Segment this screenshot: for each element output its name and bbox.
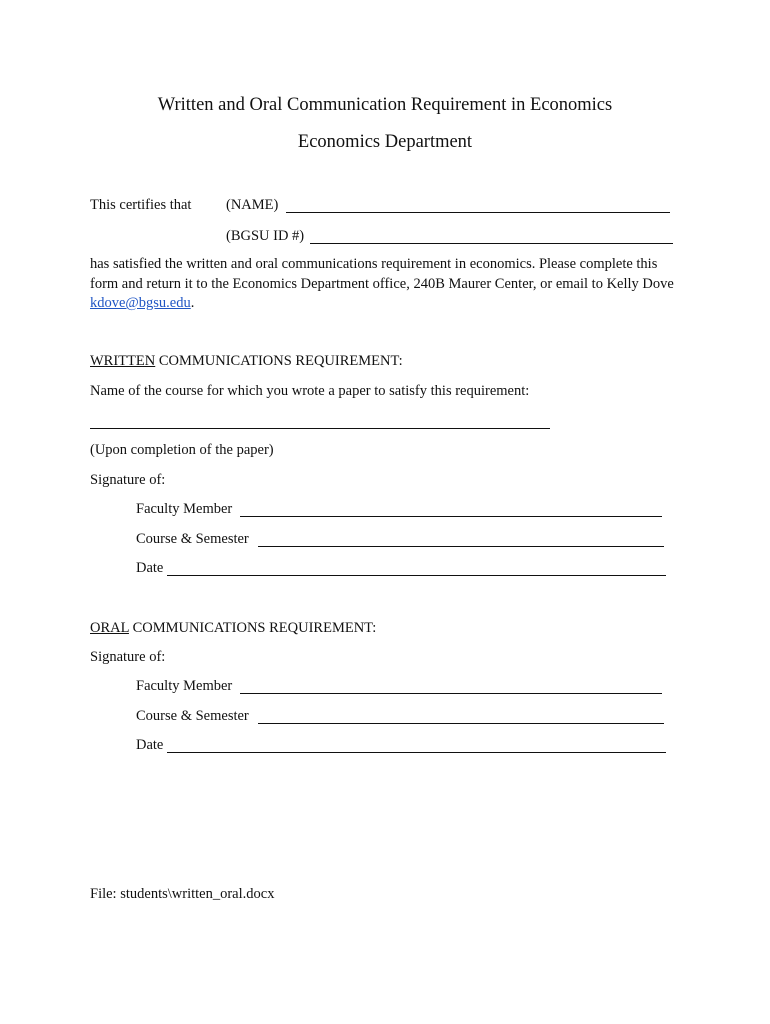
oral-course-semester-field-line[interactable] (258, 723, 664, 724)
oral-faculty-field-line[interactable] (240, 693, 662, 694)
oral-heading (90, 619, 376, 637)
written-heading-underlined: WRITTEN (90, 353, 156, 369)
oral-course-semester-label: Course & Semester (136, 708, 249, 724)
oral-signature-label: Signature of: (90, 649, 166, 665)
oral-heading-rest: COMMUNICATIONS REQUIREMENT: (128, 620, 377, 636)
email-link[interactable]: kdove@bgsu.edu (90, 295, 191, 311)
name-label: (NAME) (226, 197, 279, 213)
oral-faculty-label: Faculty Member (136, 678, 233, 694)
written-signature-label: Signature of: (90, 472, 166, 488)
name-field-line[interactable] (286, 212, 670, 213)
instructions-paragraph (90, 255, 680, 314)
oral-heading-underlined: ORAL (90, 620, 129, 636)
oral-date-field-line[interactable] (167, 752, 666, 753)
file-path-footer: File: students\written_oral.docx (90, 886, 275, 902)
course-name-field-line[interactable] (90, 428, 550, 429)
completion-note: (Upon completion of the paper) (90, 442, 274, 458)
document-subtitle: Economics Department (297, 132, 473, 152)
written-date-label: Date (136, 560, 164, 576)
bgsu-id-label: (BGSU ID #) (226, 228, 305, 244)
written-course-semester-field-line[interactable] (258, 546, 664, 547)
written-date-field-line[interactable] (167, 575, 666, 576)
written-heading (90, 352, 403, 370)
instructions-text: has satisfied the written and oral communications requirement in economics. Please complete this form and return it to the Economics Department office, 240B Maurer Center, or email to Kelly Dove (90, 256, 674, 292)
course-prompt: Name of the course for which you wrote a paper to satisfy this requirement: (90, 383, 530, 399)
written-faculty-field-line[interactable] (240, 516, 662, 517)
written-course-semester-label: Course & Semester (136, 531, 249, 547)
instructions-end: . (190, 295, 195, 311)
document-title: Written and Oral Communication Requirement in Economics (157, 95, 613, 115)
written-faculty-label: Faculty Member (136, 501, 233, 517)
bgsu-id-field-line[interactable] (310, 243, 673, 244)
certify-lead: This certifies that (90, 197, 192, 213)
written-heading-rest: COMMUNICATIONS REQUIREMENT: (155, 353, 403, 369)
oral-date-label: Date (136, 737, 164, 753)
